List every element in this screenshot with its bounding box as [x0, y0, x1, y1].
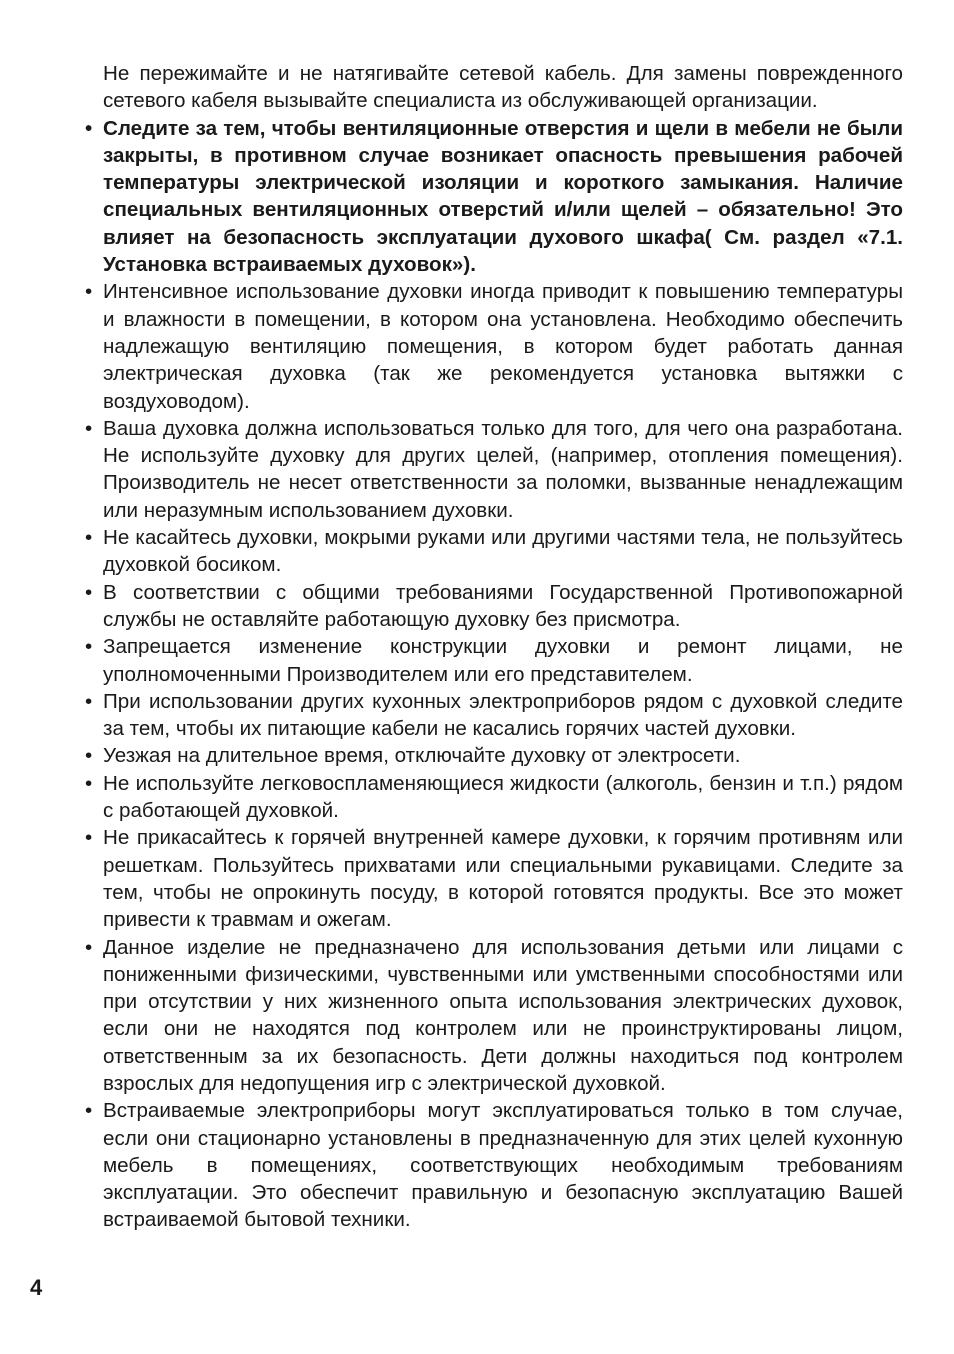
bullet-item: • Данное изделие не предназначено для использования детьми или лицами с пониженными физическими, чувственными или умственными способностями или при отсутствии у них жизненного опыта использования электрических духовок, если они не находятся под контролем или не проинструктированы лицом, ответственным за их безопасность. Дети должны находиться под контролем взрослых для недопущения игр с электрической духовкой.: [85, 934, 903, 1098]
bullet-item: • Не используйте легковоспламеняющиеся жидкости (алкоголь, бензин и т.п.) рядом с работающей духовкой.: [85, 770, 903, 825]
bullet-item: • Не прикасайтесь к горячей внутренней камере духовки, к горячим противням или решеткам. Пользуйтесь прихватами или специальными рукавицами. Следите за тем, чтобы не опрокинуть посуду, в которой готовятся продукты. Все это может привести к травмам и ожегам.: [85, 824, 903, 933]
bullet-item: • Не касайтесь духовки, мокрыми руками или другими частями тела, не пользуйтесь духовкой босиком.: [85, 524, 903, 579]
bullet-item: • Интенсивное использование духовки иногда приводит к повышению температуры и влажности в помещении, в котором она установлена. Необходимо обеспечить надлежащую вентиляцию помещения, в котором будет работать данная электрическая духовка (так же рекомендуется установка вытяжки с воздуховодом).: [85, 278, 903, 414]
bullet-item: • Встраиваемые электроприборы могут эксплуатироваться только в том случае, если они стационарно установлены в предназначенную для этих целей кухонную мебель в помещениях, соответствующих необходимым требованиям эксплуатации. Это обеспечит правильную и безопасную эксплуатацию Вашей встраиваемой бытовой техники.: [85, 1097, 903, 1233]
safety-bullet-list: [85, 115, 903, 1234]
bullet-item: • Уезжая на длительное время, отключайте духовку от электросети.: [85, 742, 903, 769]
page-content: [85, 60, 903, 1234]
bullet-item: • Следите за тем, чтобы вентиляционные отверстия и щели в мебели не были закрыты, в противном случае возникает опасность превышения рабочей температуры электрической изоляции и короткого замыкания. Наличие специальных вентиляционных отверстий и/или щелей – обязательно! Это влияет на безопасность эксплуатации духового шкафа( См. раздел «7.1. Установка встраиваемых духовок»).: [85, 115, 903, 279]
bullet-item: • Ваша духовка должна использоваться только для того, для чего она разработана. Не используйте духовку для других целей, (например, отопления помещения). Производитель не несет ответственности за поломки, вызванные ненадлежащим или неразумным использованием духовки.: [85, 415, 903, 524]
intro-paragraph: Не пережимайте и не натягивайте сетевой кабель. Для замены поврежденного сетевого кабеля вызывайте специалиста из обслуживающей организации.: [103, 62, 903, 113]
bullet-item: • Запрещается изменение конструкции духовки и ремонт лицами, не уполномоченными Производителем или его представителем.: [85, 633, 903, 688]
page-number: 4: [30, 1275, 43, 1300]
bullet-item: • В соответствии с общими требованиями Государственной Противопожарной службы не оставляйте работающую духовку без присмотра.: [85, 579, 903, 634]
bullet-item: • При использовании других кухонных электроприборов рядом с духовкой следите за тем, чтобы их питающие кабели не касались горячих частей духовки.: [85, 688, 903, 743]
